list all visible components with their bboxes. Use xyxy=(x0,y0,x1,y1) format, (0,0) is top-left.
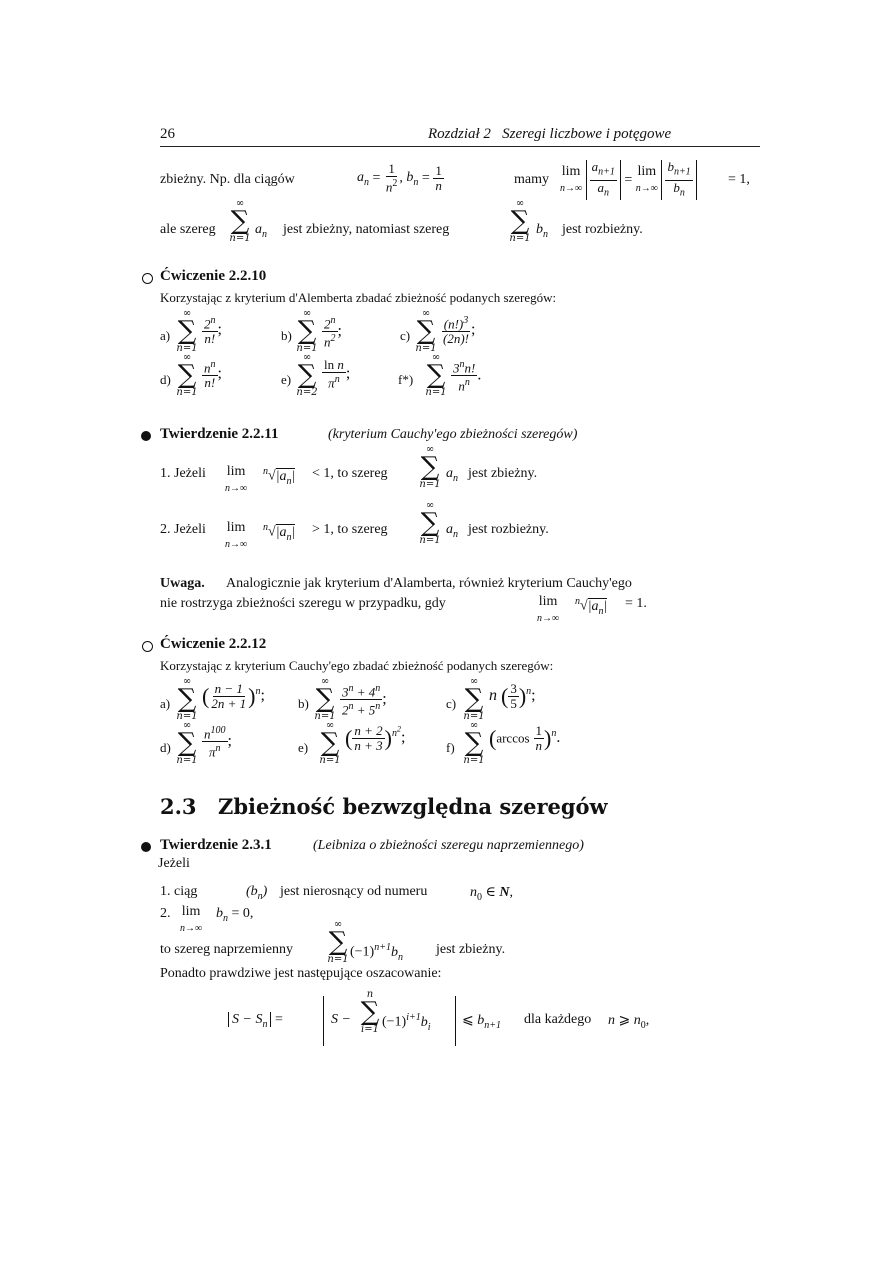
thm-item1-b: < 1, to szereg xyxy=(312,466,388,481)
item-label-b: b) xyxy=(281,328,292,343)
thm-item2-a: 2. Jeżeli xyxy=(160,522,206,537)
formula-b: $\frac{2^n}{n^2}$ ; xyxy=(324,315,342,350)
conclusion-a: to szereg naprzemienny xyxy=(160,942,293,957)
sum-symbol: ∞ ∑ n=1 xyxy=(509,198,531,244)
intro-line2-c: jest rozbieżny. xyxy=(562,222,643,237)
series-an: $a_n$ xyxy=(446,522,458,540)
estimate-term: $(-1)^{i+1}b_i$ xyxy=(382,1012,431,1033)
sum-symbol: ∞ ∑ n=1 xyxy=(176,676,198,722)
intro-limit-formula: lim n→∞ $\frac{a_{n+1}}{a_n}$ = lim n→∞ $\frac{b_{n+1}}{b_n}$ xyxy=(560,160,697,200)
sum-symbol: ∞ ∑ n=1 xyxy=(463,720,485,766)
theorem-if: Jeżeli xyxy=(158,856,190,871)
item-label-a: a) xyxy=(160,696,171,711)
remark-line2-end: = 1. xyxy=(625,596,647,611)
intro-line1-end: = 1, xyxy=(728,172,750,187)
nth-root-an: $^n√|a_n|$ xyxy=(575,596,608,617)
formula-c: n ( $\frac{3}{5}$ )$^n$; xyxy=(489,681,536,711)
sum-symbol: ∞ ∑ n=1 xyxy=(296,308,318,354)
sum-symbol: ∞ ∑ n=1 xyxy=(229,198,251,244)
sum-symbol: ∞ ∑ n=1 xyxy=(425,352,447,398)
estimate-S: S − xyxy=(331,1012,351,1027)
cond1-a: 1. ciąg xyxy=(160,884,198,899)
section-number: 2.3 xyxy=(160,794,197,819)
sequence-bn: $(b_n)$ xyxy=(246,884,268,902)
intro-sequences-formula: $a_n$ = $\frac{1}{n^2}$ , $b_n$ = $\frac{1}{n}$ xyxy=(357,161,442,195)
sum-symbol: ∞ ∑ n=1 xyxy=(327,919,349,965)
formula-f: $\frac{3^nn!}{n^n}$ . xyxy=(453,359,482,394)
theorem-2-2-11-subtitle: (kryterium Cauchy'ego zbieżności szeregów) xyxy=(328,427,578,442)
exercise-2-2-12-text: Korzystając z kryterium Cauchy'ego zbadać zbieżność podanych szeregów: xyxy=(160,658,554,673)
estimate-condition: n ⩾ $n_0$, xyxy=(608,1013,650,1031)
intro-line2-b: jest zbieżny, natomiast szereg xyxy=(283,222,450,237)
limit-operator: lim n→∞ xyxy=(225,464,248,494)
exercise-2-2-10-title: Ćwiczenie 2.2.10 xyxy=(160,268,267,284)
nth-root-an: $^n√|a_n|$ xyxy=(263,522,296,543)
formula-e: ( $\frac{n + 2}{n + 3}$ )$^{n^2}$; xyxy=(345,723,406,753)
theorem-2-3-1-title: Twierdzenie 2.3.1 xyxy=(160,837,272,853)
item-label-c: c) xyxy=(446,696,457,711)
section-title: Zbieżność bezwzględna szeregów xyxy=(218,794,608,819)
item-label-d: d) xyxy=(160,740,171,755)
series-bn: $b_n$ xyxy=(536,222,548,240)
sum-symbol: ∞ ∑ n=1 xyxy=(419,500,441,546)
formula-f: (arccos $\frac{1}{n}$ )$^n$. xyxy=(489,723,561,753)
estimate-intro: Ponadto prawdziwe jest następujące oszacowanie: xyxy=(160,966,442,981)
item-label-f: f) xyxy=(446,740,455,755)
formula-d: $\frac{n^n}{n!}$ ; xyxy=(204,359,222,391)
sum-symbol: ∞ ∑ n=1 xyxy=(419,444,441,490)
sum-symbol: ∞ ∑ n=2 xyxy=(296,352,318,398)
thm-item2-c: jest rozbieżny. xyxy=(468,522,549,537)
conclusion-b: jest zbieżny. xyxy=(436,942,506,957)
cond1-b: jest nierosnący od numeru xyxy=(280,884,428,899)
sum-symbol: ∞ ∑ n=1 xyxy=(415,308,437,354)
intro-line1-mid: mamy xyxy=(514,172,549,187)
item-label-d: d) xyxy=(160,372,171,387)
limit-operator: lim n→∞ xyxy=(225,520,248,550)
theorem-bullet-icon xyxy=(141,842,151,852)
nth-root-an: $^n√|a_n|$ xyxy=(263,466,296,487)
estimate-lhs: $S - S_n$ = xyxy=(228,1012,283,1030)
item-label-c: c) xyxy=(400,328,411,343)
sum-symbol: ∞ ∑ n=1 xyxy=(176,308,198,354)
page-number: 26 xyxy=(160,126,175,142)
intro-line1-start: zbieżny. Np. dla ciągów xyxy=(160,172,295,187)
formula-a: $\frac{2^n}{n!}$ ; xyxy=(204,315,222,347)
theorem-bullet-icon xyxy=(141,431,151,441)
header-rule xyxy=(160,146,760,147)
formula-b: $\frac{3^n + 4^n}{2^n + 5^n}$ ; xyxy=(342,683,387,718)
formula-d: $\frac{n^{100}}{\pi^n}$ ; xyxy=(204,725,232,760)
formula-a: ( $\frac{n - 1}{2n + 1}$ )$^n$; xyxy=(202,681,265,711)
running-title: Rozdział 2 Szeregi liczbowe i potęgowe xyxy=(428,126,672,142)
sum-symbol: n ∑ i=1 xyxy=(360,989,380,1035)
sum-symbol: ∞ ∑ n=1 xyxy=(314,676,336,722)
item-label-f: f*) xyxy=(398,372,414,387)
thm-item1-a: 1. Jeżeli xyxy=(160,466,206,481)
limit-operator: lim n→∞ xyxy=(180,904,203,934)
cond2: 2. xyxy=(160,906,171,921)
estimate-bound: ⩽ $b_{n+1}$ xyxy=(462,1013,501,1031)
remark-line1: Analogicznie jak kryterium d'Alamberta, również kryterium Cauchy'ego xyxy=(226,576,632,591)
item-label-a: a) xyxy=(160,328,171,343)
abs-bar-left xyxy=(323,996,324,1046)
item-label-e: e) xyxy=(281,372,292,387)
exercise-circle-icon xyxy=(142,273,153,284)
item-label-e: e) xyxy=(298,740,309,755)
alternating-term: $(-1)^{n+1}b_n$ xyxy=(350,942,403,963)
abs-bar-right xyxy=(455,996,456,1046)
exercise-2-2-10-text: Korzystając z kryterium d'Alemberta zbadać zbieżność podanych szeregów: xyxy=(160,290,557,305)
limit-bn-zero: $b_n = 0$, xyxy=(216,906,254,924)
sum-symbol: ∞ ∑ n=1 xyxy=(176,720,198,766)
sum-symbol: ∞ ∑ n=1 xyxy=(319,720,341,766)
series-an: $a_n$ xyxy=(446,466,458,484)
thm-item1-c: jest zbieżny. xyxy=(468,466,538,481)
item-label-b: b) xyxy=(298,696,309,711)
intro-line2-a: ale szereg xyxy=(160,222,216,237)
remark-line2: nie rostrzyga zbieżności szeregu w przypadku, gdy xyxy=(160,596,446,611)
series-an: $a_n$ xyxy=(255,222,267,240)
estimate-end: dla każdego xyxy=(524,1012,592,1027)
exercise-2-2-12-title: Ćwiczenie 2.2.12 xyxy=(160,636,267,652)
sum-symbol: ∞ ∑ n=1 xyxy=(176,352,198,398)
remark-label: Uwaga. xyxy=(160,576,205,591)
exercise-circle-icon xyxy=(142,641,153,652)
n0-in-N: $n_0$ ∈ N, xyxy=(470,885,513,903)
sum-symbol: ∞ ∑ n=1 xyxy=(463,676,485,722)
formula-c: $\frac{(n!)^3}{(2n)!}$ ; xyxy=(443,315,476,347)
theorem-2-2-11-title: Twierdzenie 2.2.11 xyxy=(160,426,279,442)
thm-item2-b: > 1, to szereg xyxy=(312,522,388,537)
formula-e: $\frac{\text{ln n}}{\pi^n}$ ; xyxy=(324,357,351,391)
theorem-2-3-1-subtitle: (Leibniza o zbieżności szeregu naprzemiennego) xyxy=(313,838,584,853)
limit-operator: lim n→∞ xyxy=(537,594,560,624)
